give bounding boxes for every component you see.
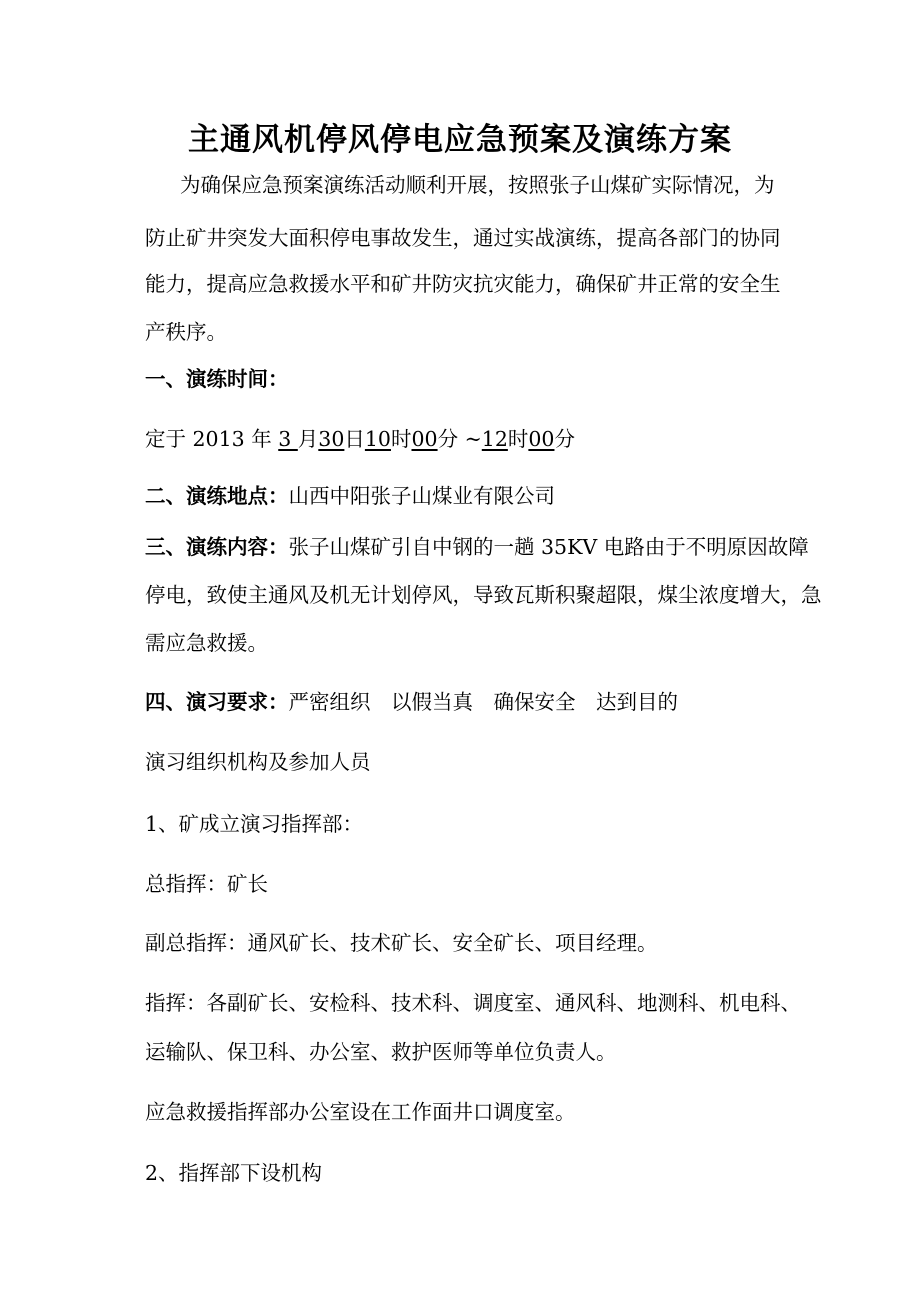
day-unit: 日 (344, 427, 365, 451)
minute-unit: 分 (554, 427, 575, 451)
intro-line-4: 产秩序。 (145, 320, 227, 344)
intro-line-1: 为确保应急预案演练活动顺利开展，按照张子山煤矿实际情况，为 (180, 173, 775, 197)
page-title: 主通风机停风停电应急预案及演练方案 (188, 122, 732, 158)
drill-time-line (145, 429, 575, 450)
end-minute: 00 (528, 427, 555, 451)
start-minute: 00 (411, 427, 438, 451)
section2-heading: 二、演练地点： (145, 484, 289, 508)
org-item-1: 1、矿成立演习指挥部： (145, 812, 364, 836)
section1-heading: 一、演练时间： (145, 367, 289, 391)
drill-content-1: 张子山煤矿引自中钢的一趟 35KV 电路由于不明原因故障 (288, 535, 809, 559)
section2-line (145, 486, 555, 507)
deputy-commander: 副总指挥：通风矿长、技术矿长、安全矿长、项目经理。 (145, 931, 658, 955)
section3-line-3: 需应急救援。 (145, 631, 268, 655)
start-hour: 10 (364, 427, 391, 451)
hour-unit: 时 (507, 427, 529, 451)
chief-commander: 总指挥：矿长 (145, 872, 268, 896)
section4-line (145, 692, 678, 713)
section4-heading: 四、演习要求： (145, 690, 289, 714)
hour-unit: 时 (390, 427, 412, 451)
section3-line-1 (145, 537, 809, 558)
commanders-line-2: 运输队、保卫科、办公室、救护医师等单位负责人。 (145, 1040, 617, 1064)
intro-line-2: 防止矿井突发大面积停电事故发生，通过实战演练，提高各部门的协同 (145, 226, 781, 250)
minute-unit: 分 ~ (437, 427, 482, 451)
commanders-line-1: 指挥：各副矿长、安检科、技术科、调度室、通风科、地测科、机电科、 (145, 991, 801, 1015)
drill-requirements: 严密组织 以假当真 确保安全 达到目的 (288, 690, 678, 714)
office-location: 应急救援指挥部办公室设在工作面井口调度室。 (145, 1100, 576, 1124)
intro-line-3: 能力，提高应急救援水平和矿井防灾抗灾能力，确保矿井正常的安全生 (145, 272, 781, 296)
month-unit: 月 (297, 427, 319, 451)
drill-time-prefix: 定于 2013 年 (145, 427, 279, 451)
drill-day: 30 (318, 427, 345, 451)
org-heading: 演习组织机构及参加人员 (145, 750, 371, 774)
org-item-2: 2、指挥部下设机构 (145, 1161, 323, 1185)
section3-line-2: 停电，致使主通风及机无计划停风，导致瓦斯积聚超限，煤尘浓度增大，急 (145, 583, 822, 607)
drill-month: 3 (278, 427, 298, 451)
drill-location: 山西中阳张子山煤业有限公司 (288, 484, 555, 508)
section3-heading: 三、演练内容： (145, 535, 289, 559)
end-hour: 12 (481, 427, 508, 451)
